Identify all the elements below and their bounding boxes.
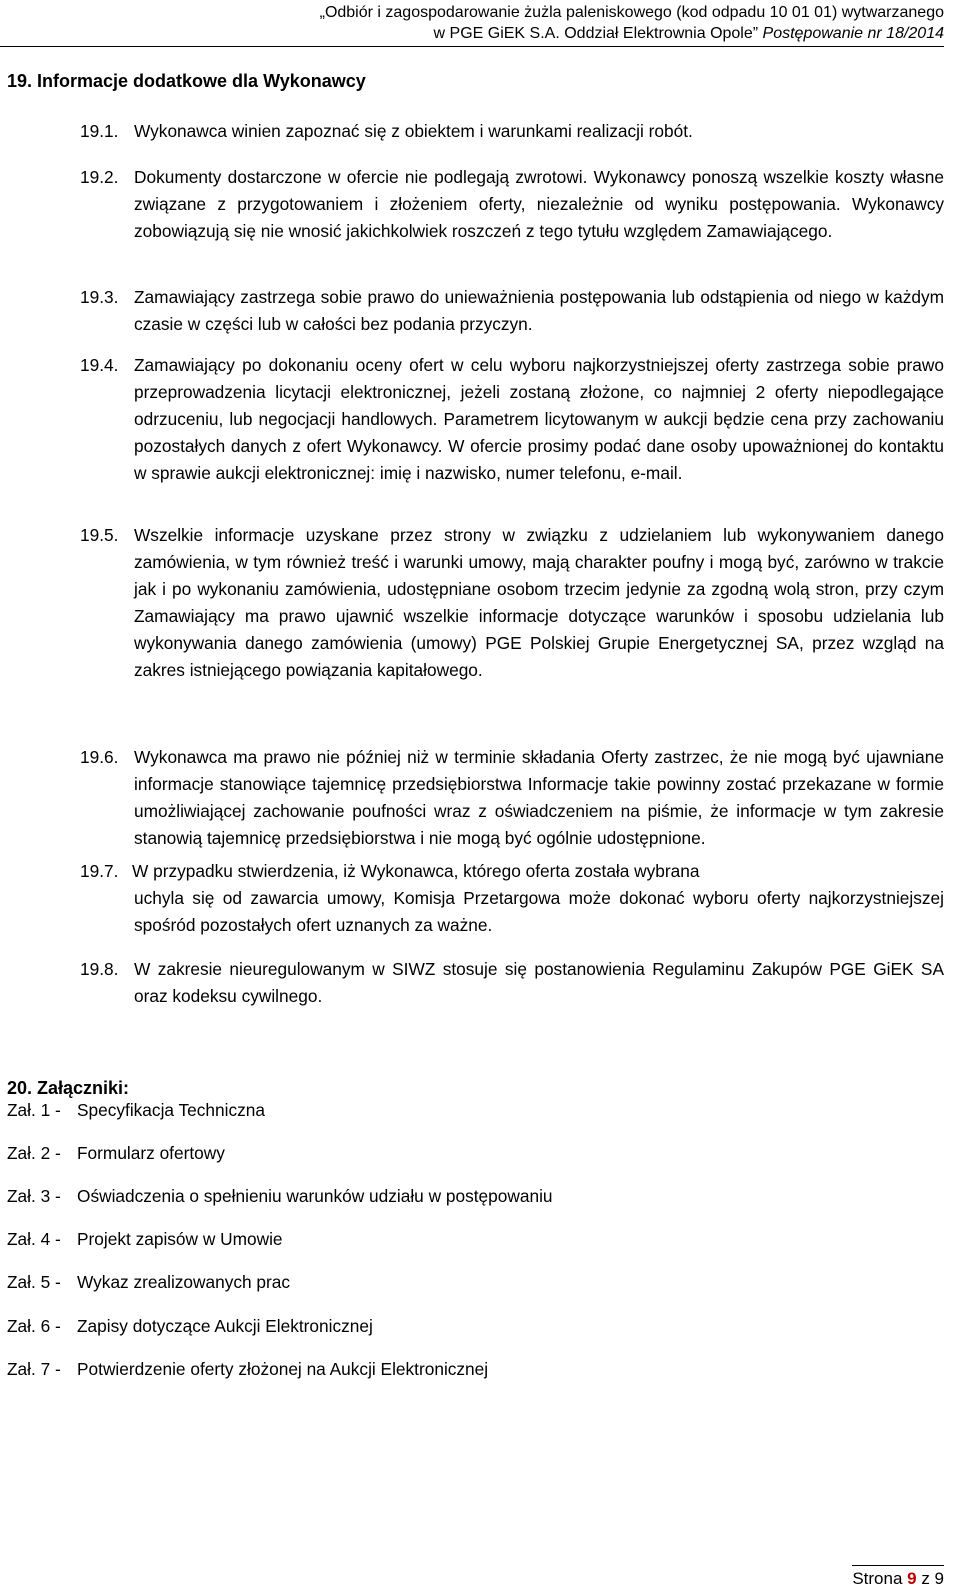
- section-19-title: 19. Informacje dodatkowe dla Wykonawcy: [7, 71, 366, 91]
- attachment-5: [7, 1271, 290, 1293]
- paragraph-19-5: [80, 522, 944, 684]
- attachment-code: Zał. 7 -: [7, 1359, 61, 1379]
- paragraph-text-line-1: W przypadku stwierdzenia, iż Wykonawca, którego oferta została wybrana: [132, 861, 700, 881]
- paragraph-19-6: [80, 744, 944, 852]
- total-pages: z 9: [916, 1569, 944, 1588]
- paragraph-text: Wykonawca ma prawo nie później niż w terminie składania Oferty zastrzec, że nie mogą być ujawniane informacje stanowiące tajemnicę przedsiębiorstwa Informacje takie powinny zostać przekazane w formie umożliwiającej zachowanie poufności wraz z oświadczeniem na piśmie, że informacje w tym zakresie stanowią tajemnicę przedsiębiorstwa i nie mogą być ogólnie udostępnione.: [134, 747, 944, 848]
- attachment-code: Zał. 1 -: [7, 1100, 61, 1120]
- page-number-footer: [852, 1565, 944, 1589]
- paragraph-text: Zamawiający zastrzega sobie prawo do unieważnienia postępowania lub odstąpienia od niego w każdym czasie w części lub w całości bez podania przyczyn.: [134, 287, 944, 334]
- section-20-title: 20. Załączniki:: [7, 1078, 130, 1098]
- current-page-number: 9: [907, 1569, 917, 1588]
- paragraph-19-8: [80, 956, 944, 1010]
- attachment-code: Zał. 4 -: [7, 1229, 61, 1249]
- attachment-label: Formularz ofertowy: [77, 1143, 225, 1163]
- paragraph-text: W zakresie nieuregulowanym w SIWZ stosuje się postanowienia Regulaminu Zakupów PGE GiEK SA oraz kodeksu cywilnego.: [134, 959, 944, 1006]
- paragraph-text: Dokumenty dostarczone w ofercie nie podlegają zwrotowi. Wykonawcy ponoszą wszelkie koszty własne związane z przygotowaniem i złożeniem oferty, niezależnie od wyniku postępowania. Wykonawcy zobowiązują się nie wnosić jakichkolwiek roszczeń z tego tytułu względem Zamawiającego.: [134, 167, 944, 241]
- paragraph-text: Wykonawca winien zapoznać się z obiektem i warunkami realizacji robót.: [134, 121, 693, 141]
- attachment-7: [7, 1358, 488, 1380]
- attachment-code: Zał. 5 -: [7, 1272, 61, 1292]
- paragraph-number: 19.4.: [80, 355, 119, 375]
- page-header: [0, 2, 944, 44]
- attachment-label: Oświadczenia o spełnieniu warunków udziału w postępowaniu: [77, 1186, 553, 1206]
- paragraph-text: Wszelkie informacje uzyskane przez strony w związku z udzielaniem lub wykonywaniem danego zamówienia, w tym również treść i warunki umowy, mają charakter poufny i mogą być, zarówno w trakcie jak i po wykonaniu zamówienia, udostępniane osobom trzecim jedynie za zgodną wolą stron, przy czym Zamawiający ma prawo ujawnić wszelkie informacje dotyczące warunków i sposobu udzielania lub wykonywania danego zamówienia (umowy) PGE Polskiej Grupie Energetycznej SA, przez wzgląd na zakres istniejącego powiązania kapitałowego.: [134, 525, 944, 680]
- attachment-4: [7, 1228, 283, 1250]
- header-line-2: [0, 23, 944, 44]
- header-proceeding-number: Postępowanie nr 18/2014: [762, 25, 944, 42]
- attachment-2: [7, 1142, 225, 1164]
- paragraph-19-4: [80, 352, 944, 487]
- paragraph-text: [134, 858, 944, 939]
- paragraph-number: 19.6.: [80, 747, 119, 767]
- paragraph-19-7: [80, 858, 944, 939]
- paragraph-text-rest: uchyla się od zawarcia umowy, Komisja Przetargowa może dokonać wyboru oferty najkorzystniejszej spośród pozostałych ofert uznanych za ważne.: [134, 888, 944, 935]
- paragraph-number: 19.3.: [80, 287, 119, 307]
- attachment-label: Potwierdzenie oferty złożonej na Aukcji Elektronicznej: [77, 1359, 489, 1379]
- attachment-code: Zał. 6 -: [7, 1316, 61, 1336]
- attachment-label: Wykaz zrealizowanych prac: [77, 1272, 291, 1292]
- header-rule: [0, 46, 944, 47]
- paragraph-19-3: [80, 284, 944, 338]
- attachment-code: Zał. 2 -: [7, 1143, 61, 1163]
- paragraph-number: 19.8.: [80, 959, 119, 979]
- attachment-label: Specyfikacja Techniczna: [77, 1100, 265, 1120]
- header-line-2-plain: w PGE GiEK S.A. Oddział Elektrownia Opole”: [433, 25, 763, 42]
- attachment-label: Projekt zapisów w Umowie: [77, 1229, 283, 1249]
- header-line-1: „Odbiór i zagospodarowanie żużla paleniskowego (kod odpadu 10 01 01) wytwarzanego: [319, 4, 944, 21]
- paragraph-number: 19.1.: [80, 121, 119, 141]
- paragraph-19-1: [80, 118, 944, 145]
- attachment-1: [7, 1099, 265, 1121]
- attachment-3: [7, 1185, 553, 1207]
- paragraph-text: Zamawiający po dokonaniu oceny ofert w celu wyboru najkorzystniejszej oferty zastrzega sobie prawo przeprowadzenia licytacji elektronicznej, jeżeli zostaną złożone, co najmniej 2 oferty niepodlegające odrzuceniu, lub negocjacji handlowych. Parametrem licytowanym w aukcji będzie cena przy zachowaniu pozostałych danych z ofert Wykonawcy. W ofercie prosimy podać dane osoby upoważnionej do kontaktu w sprawie aukcji elektronicznej: imię i nazwisko, numer telefonu, e-mail.: [134, 355, 944, 483]
- attachment-6: [7, 1315, 373, 1337]
- paragraph-number: 19.2.: [80, 167, 119, 187]
- paragraph-number: 19.5.: [80, 525, 119, 545]
- attachment-label: Zapisy dotyczące Aukcji Elektronicznej: [77, 1316, 373, 1336]
- attachment-code: Zał. 3 -: [7, 1186, 61, 1206]
- page-label: Strona: [852, 1569, 908, 1588]
- paragraph-19-2: [80, 164, 944, 245]
- paragraph-number: 19.7.: [80, 861, 119, 881]
